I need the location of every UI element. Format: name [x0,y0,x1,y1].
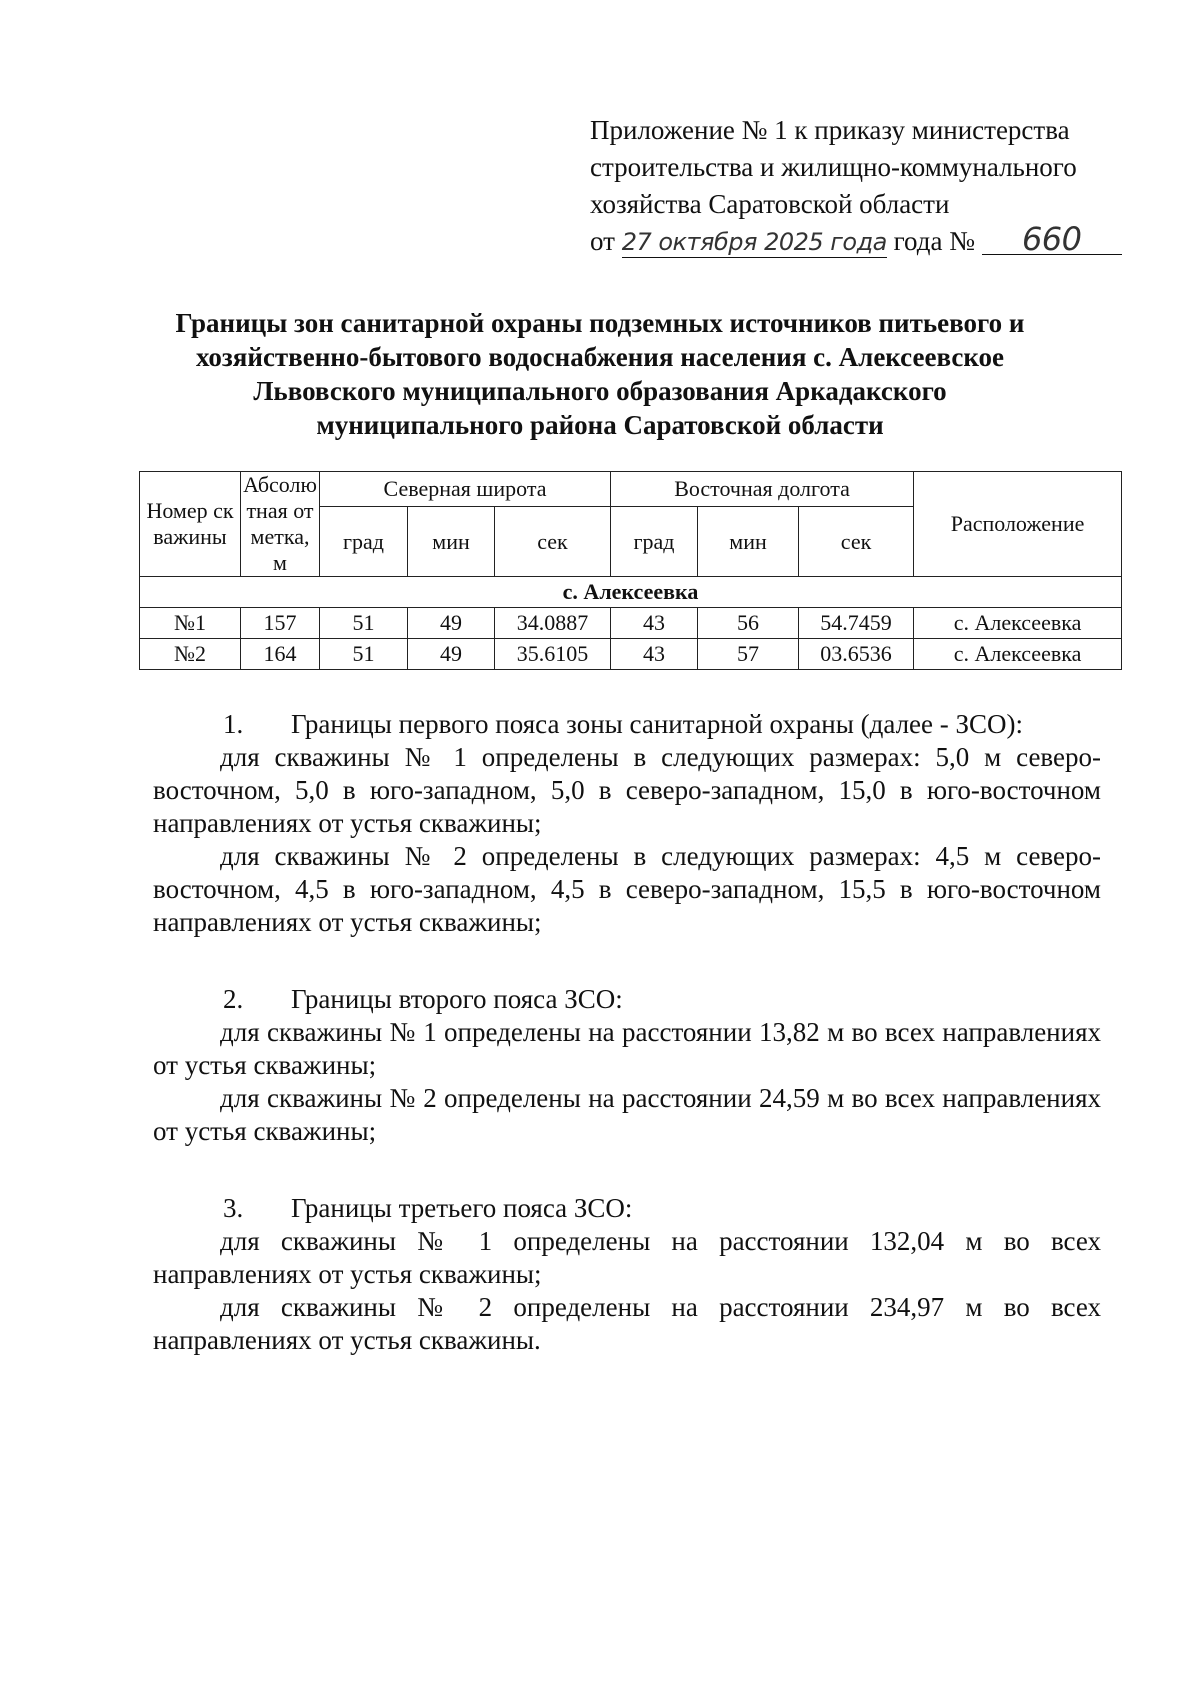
document-title [150,306,1050,442]
item-number: 3. [223,1193,244,1223]
item-heading [153,708,1101,741]
year-number-label: года № [893,226,975,256]
table-section-row [140,577,1122,608]
handwritten-order-number: 660 [982,224,1122,255]
cell-east-deg: 43 [611,608,698,639]
cell-north-min: 49 [408,639,495,670]
section-label: с. Алексеевка [140,577,1122,608]
cell-north-deg: 51 [320,608,408,639]
item-paragraph: для скважины № 1 определены на расстоянии 132,04 м во всех направлениях от устья скважины; [153,1226,1101,1289]
cell-north-deg: 51 [320,639,408,670]
item-heading-text: Границы третьего пояса ЗСО: [291,1193,633,1223]
cell-east-min: 57 [698,639,799,670]
item-heading-text: Границы второго пояса ЗСО: [291,984,623,1014]
cell-north-sec: 34.0887 [495,608,611,639]
cell-number: №2 [140,639,241,670]
cell-north-min: 49 [408,608,495,639]
annex-note [590,112,1110,260]
item-paragraph: для скважины № 2 определены на расстоянии 24,59 м во всех направлениях от устья скважины; [153,1083,1101,1146]
cell-north-sec: 35.6105 [495,639,611,670]
header-north-sec: сек [495,507,611,577]
cell-east-sec: 03.6536 [799,639,914,670]
header-altitude: Абсолютная отметка, м [241,472,320,577]
item-number: 2. [223,984,244,1014]
header-north-deg: град [320,507,408,577]
item-paragraph: для скважины № 2 определены в следующих размерах: 4,5 м северо-восточном, 4,5 в юго-западном, 4,5 в северо-западном, 15,5 в юго-восточном направлениях от устья скважины; [153,841,1101,937]
item-heading [153,983,1101,1016]
document-body [153,708,1101,1357]
item-paragraph: для скважины № 1 определены в следующих размерах: 5,0 м северо-восточном, 5,0 в юго-западном, 5,0 в северо-западном, 15,0 в юго-восточном направлениях от устья скважины; [153,742,1101,838]
header-well-number: Номер скважины [140,472,241,577]
cell-altitude: 164 [241,639,320,670]
item-number: 1. [223,709,244,739]
cell-east-min: 56 [698,608,799,639]
title-line-4: муниципального района Саратовской области [316,410,884,440]
cell-east-sec: 54.7459 [799,608,914,639]
item-3 [153,1192,1101,1357]
header-east-deg: град [611,507,698,577]
item-heading [153,1192,1101,1225]
from-label: от [590,226,615,256]
header-east-sec: сек [799,507,914,577]
annex-date-line [590,220,1110,260]
item-heading-text: Границы первого пояса зоны санитарной охраны (далее - ЗСО): [291,709,1024,739]
item-1 [153,708,1101,939]
coordinates-table [139,471,1122,670]
table-header-row [140,472,1122,507]
annex-line-1: Приложение № 1 к приказу министерства [590,115,1070,145]
table-row [140,639,1122,670]
header-east-min: мин [698,507,799,577]
item-2 [153,983,1101,1148]
annex-line-2: строительства и жилищно-коммунального [590,152,1077,182]
item-paragraph: для скважины № 1 определены на расстоянии 13,82 м во всех направлениях от устья скважины; [153,1017,1101,1080]
header-east-longitude: Восточная долгота [611,472,914,507]
cell-location: с. Алексеевка [914,608,1122,639]
cell-east-deg: 43 [611,639,698,670]
cell-location: с. Алексеевка [914,639,1122,670]
table-row [140,608,1122,639]
header-north-latitude: Северная широта [320,472,611,507]
cell-altitude: 157 [241,608,320,639]
title-line-1: Границы зон санитарной охраны подземных источников питьевого и [175,308,1025,338]
annex-line-3: хозяйства Саратовской области [590,189,950,219]
header-location: Расположение [914,472,1122,577]
cell-number: №1 [140,608,241,639]
handwritten-date: 27 октября 2025 года [621,228,887,256]
title-line-3: Львовского муниципального образования Аркадакского [253,376,947,406]
item-paragraph: для скважины № 2 определены на расстоянии 234,97 м во всех направлениях от устья скважины. [153,1292,1101,1355]
title-line-2: хозяйственно-бытового водоснабжения населения с. Алексеевское [195,342,1005,372]
header-north-min: мин [408,507,495,577]
